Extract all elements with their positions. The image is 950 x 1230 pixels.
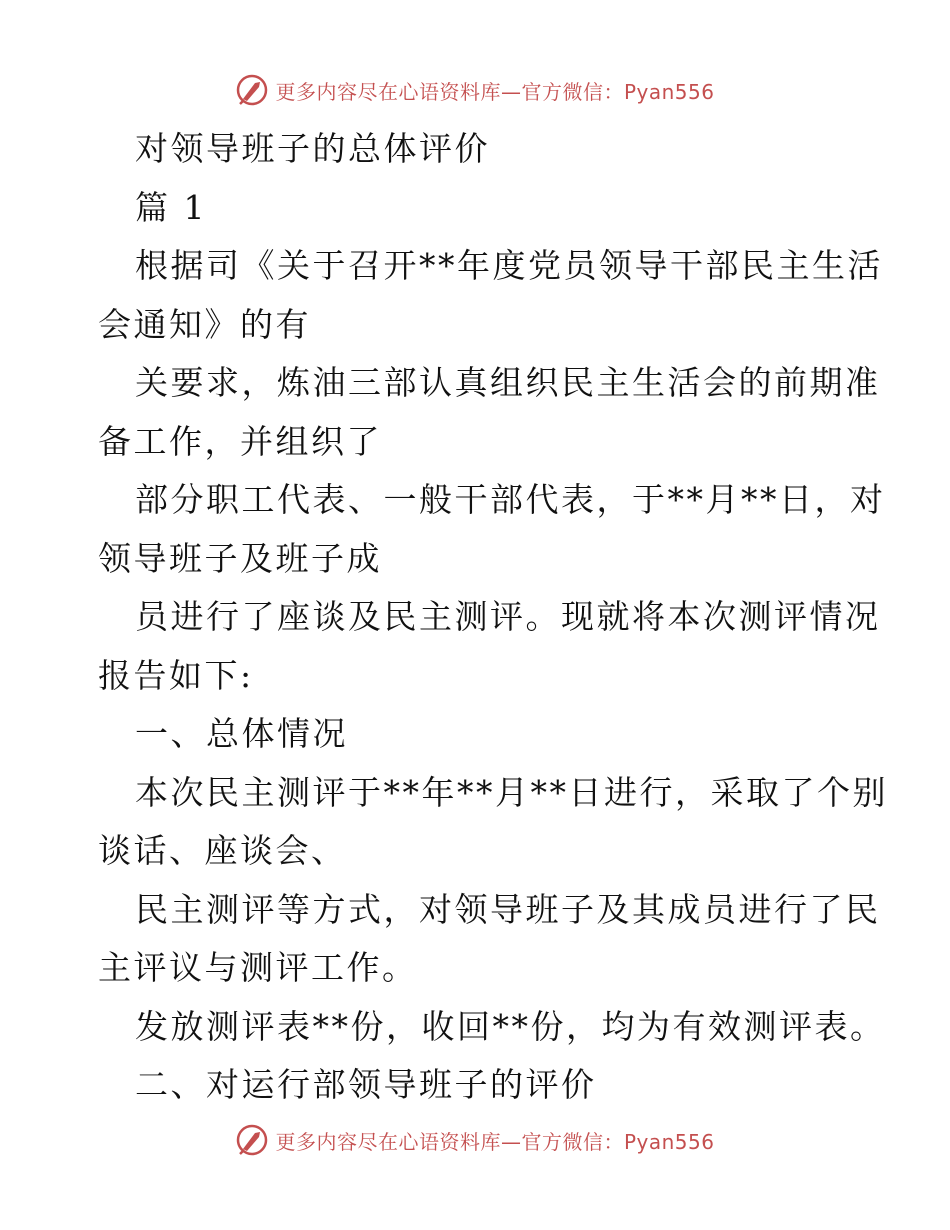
paragraph-line: 领导班子及班子成 [98, 538, 382, 578]
paragraph-line: 部分职工代表、一般干部代表，于**月**日，对 [135, 480, 886, 519]
paragraph-line: 会通知》的有 [98, 304, 311, 344]
watermark-text: 更多内容尽在心语资料库—官方微信：Pyan556 [275, 1129, 715, 1154]
paragraph-line: 关要求，炼油三部认真组织民主生活会的前期准 [135, 363, 881, 402]
section-label: 篇 1 [135, 187, 207, 227]
paragraph-line: 主评议与测评工作。 [98, 948, 418, 987]
quill-pen-logo-icon [235, 73, 269, 107]
quill-pen-logo-icon [235, 1123, 269, 1157]
section-heading: 二、对运行部领导班子的评价 [135, 1065, 597, 1104]
section-heading: 一、总体情况 [135, 714, 348, 753]
paragraph-line: 谈话、座谈会、 [98, 831, 347, 870]
paragraph-line: 备工作，并组织了 [98, 421, 382, 461]
document-body [98, 120, 888, 1115]
watermark-header [0, 70, 950, 110]
paragraph-line: 民主测评等方式，对领导班子及其成员进行了民 [135, 889, 881, 929]
document-title: 对领导班子的总体评价 [135, 129, 490, 168]
watermark-text: 更多内容尽在心语资料库—官方微信：Pyan556 [275, 79, 715, 104]
paragraph-line: 报告如下: [98, 655, 254, 695]
paragraph-line: 本次民主测评于**年**月**日进行，采取了个别 [135, 772, 888, 812]
watermark-footer [0, 1120, 950, 1160]
paragraph-line: 发放测评表**份，收回**份，均为有效测评表。 [135, 1006, 886, 1046]
paragraph-line: 根据司《关于召开**年度党员领导干部民主生活 [135, 246, 883, 285]
paragraph-line: 员进行了座谈及民主测评。现就将本次测评情况 [135, 597, 881, 636]
